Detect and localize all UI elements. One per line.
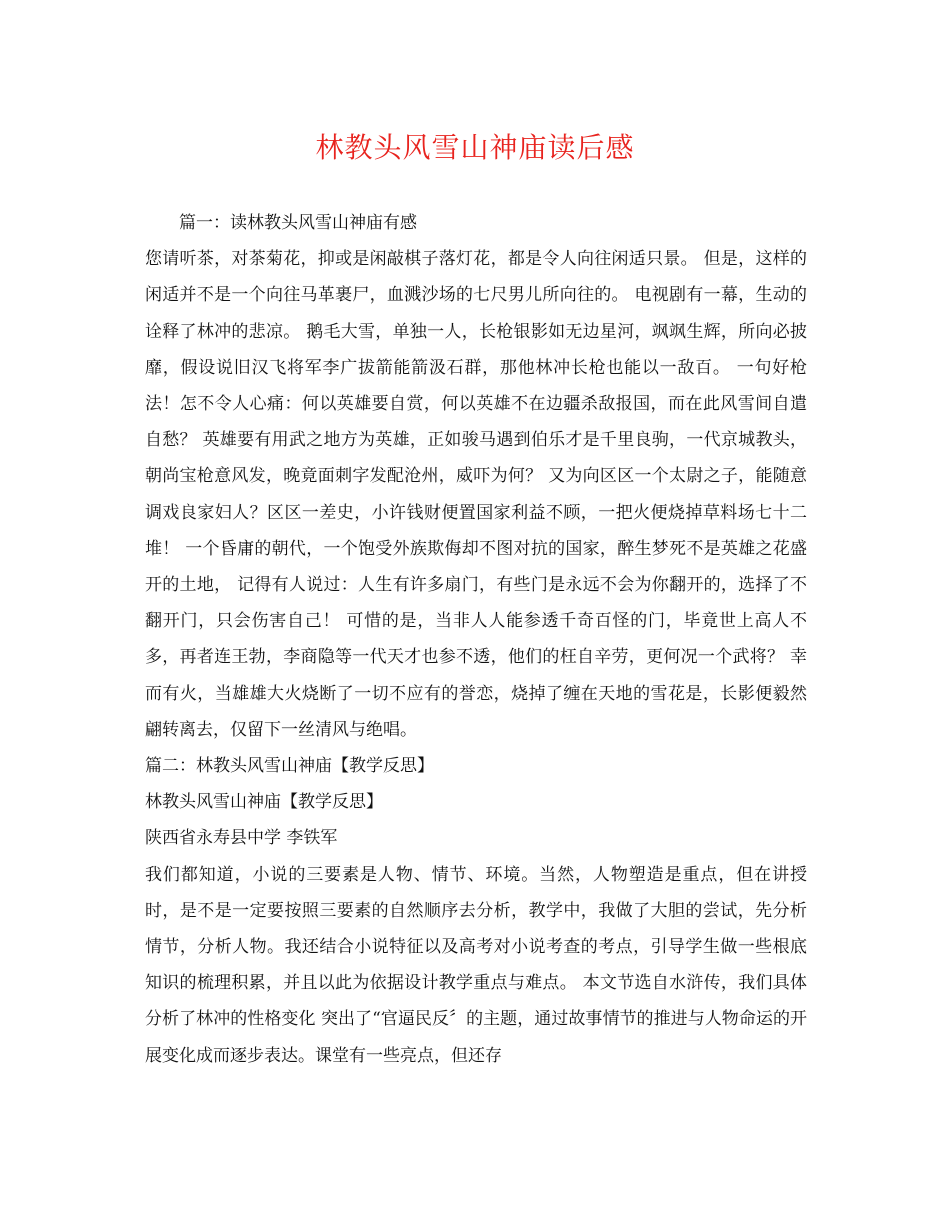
- author-line: 陕西省永寿县中学 李铁军: [145, 828, 338, 849]
- paragraph-essay-2: 我们都知道，小说的三要素是人物、情节、环境。当然，人物塑造是重点，但在讲授时，是不是一定要按照三要素的自然顺序去分析，教学中，我做了大胆的尝试，先分析情节，分析人物。我还结合小说特征以及高考对小说考查的考点，引导学生做一些根底知识的梳理积累，并且以此为依据设计教学重点与难点。 本文节选自水浒传，我们具体分析了林冲的性格变化 突出了“官逼民反〞的主题，通过故事情节的推进与人物命运的开展变化成而逐步表达。课堂有一些亮点，但还存: [145, 864, 807, 1066]
- section-heading-1: 篇一：读林教头风雪山神庙有感: [179, 213, 417, 233]
- sub-heading: 林教头风雪山神庙【教学反思】: [145, 792, 383, 813]
- document-title: 林教头风雪山神庙读后感: [315, 131, 635, 164]
- paragraph-essay-1: 您请听茶，对茶菊花，抑或是闲敲棋子落灯花，都是令人向往闲适只景。 但是，这样的闲适并不是一个向往马革裹尸，血溅沙场的七尺男儿所向往的。 电视剧有一幕，生动的诠释了林冲的悲凉。 鹅毛大雪，单独一人，长枪银影如无边星河，飒飒生辉，所向必披靡，假设说旧汉飞将军李广拔箭能箭汲石群，那他林冲长枪也能以一敌百。 一句好枪法！怎不令人心痛：何以英雄要自赏，何以英雄不在边疆杀敌报国，而在此风雪间自遣自愁？ 英雄要有用武之地方为英雄，正如骏马遇到伯乐才是千里良驹，一代京城教头，朝尚宝枪意风发，晚竟面刺字发配沧州，威吓为何？ 又为向区区一个太尉之子，能随意调戏良家妇人？区区一差史，小许钱财便置国家利益不顾，一把火便烧掉草料场七十二堆！ 一个昏庸的朝代，一个饱受外族欺侮却不图对抗的国家，醉生梦死不是英雄之花盛开的土地， 记得有人说过：人生有许多扇门，有些门是永远不会为你翻开的，选择了不翻开门，只会伤害自己！ 可惜的是，当非人人能参透千奇百怪的门，毕竟世上高人不多，再者连王勃，李商隐等一代天才也参不透，他们的枉自辛劳，更何况一个武将？ 幸而有火，当雄雄大火烧断了一切不应有的誉恋，烧掉了缠在天地的雪花是，长影便毅然翩转离去，仅留下一丝清风与绝唱。: [145, 249, 807, 740]
- section-heading-2: 篇二：林教头风雪山神庙【教学反思】: [145, 756, 434, 777]
- document-body: [145, 205, 807, 1074]
